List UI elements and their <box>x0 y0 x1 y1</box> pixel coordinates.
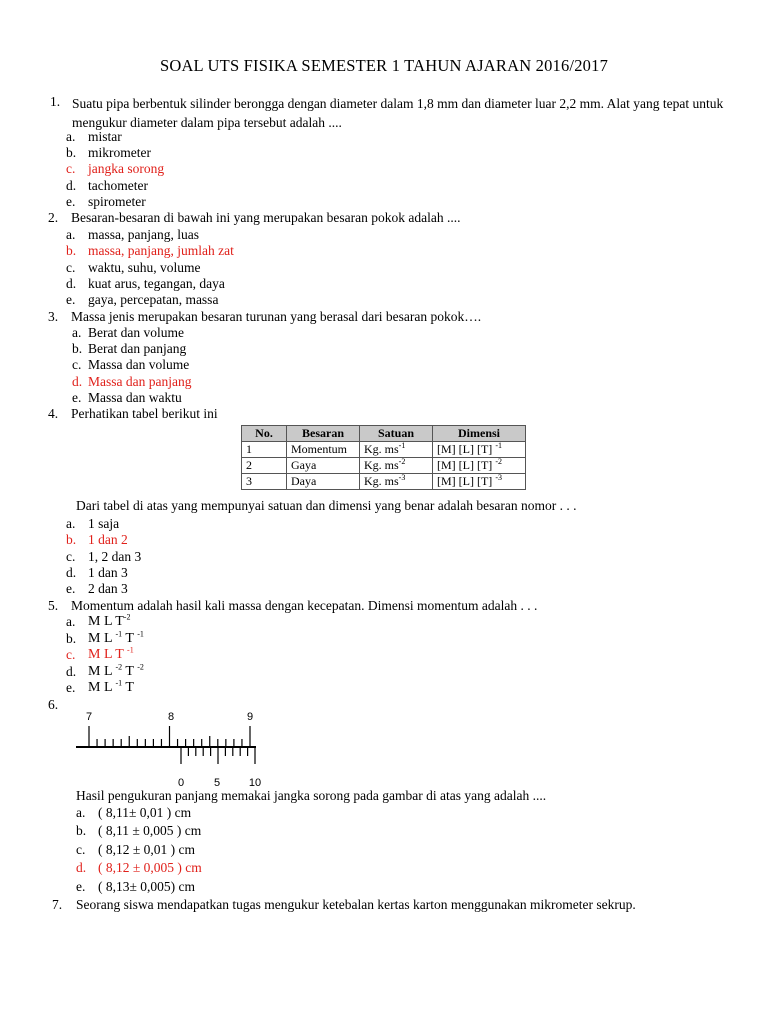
option-label: d. <box>66 276 77 291</box>
option-a <box>76 805 192 821</box>
option-e <box>66 292 219 308</box>
dimension-exponent: -1 <box>115 678 123 688</box>
option-label: c. <box>66 260 76 275</box>
option-text: Massa dan panjang <box>88 374 192 389</box>
option-b <box>72 341 187 357</box>
option-text: Berat dan volume <box>88 325 184 340</box>
option-label: e. <box>76 879 86 894</box>
option-e <box>72 390 182 406</box>
dimension-exponent: -1 <box>137 629 144 639</box>
question-number: 4. <box>48 406 59 421</box>
question-number: 6. <box>48 697 59 712</box>
unit-text: Kg. ms <box>364 474 399 488</box>
option-a <box>72 325 184 341</box>
dimension-time: T <box>125 631 134 646</box>
dimension-text: [M] [L] [T] <box>437 458 493 472</box>
main-scale-label: 7 <box>85 711 93 723</box>
table-header-row <box>242 426 526 442</box>
dimension-time: T <box>125 664 134 679</box>
data-table <box>241 425 526 490</box>
option-label: a. <box>76 805 86 820</box>
option-d <box>66 178 148 194</box>
table-cell: Daya <box>287 474 360 490</box>
dimension-text: [M] [L] [T] <box>437 442 493 456</box>
dimension-time: T <box>125 680 134 695</box>
option-label: c. <box>76 842 86 857</box>
dimension-base: M L <box>88 664 112 679</box>
option-d <box>66 662 144 680</box>
dimension-exponent: -1 <box>127 645 134 655</box>
option-e <box>66 194 146 210</box>
option-c <box>66 260 201 276</box>
dimension-exponent: -1 <box>495 441 502 450</box>
question-number: 5. <box>48 598 59 613</box>
option-label: b. <box>66 243 77 258</box>
option-text: massa, panjang, jumlah zat <box>88 243 234 258</box>
option-label: a. <box>66 516 76 531</box>
dimension-exponent: -2 <box>495 457 502 466</box>
table-cell: 2 <box>242 458 287 474</box>
table-header-cell: No. <box>242 426 287 442</box>
option-label: e. <box>66 292 76 307</box>
option-label: a. <box>66 227 76 242</box>
option-label: a. <box>72 325 82 340</box>
option-label: d. <box>76 860 87 875</box>
option-text: gaya, percepatan, massa <box>88 292 219 307</box>
vernier-scale-label: 5 <box>213 777 221 789</box>
option-c <box>72 357 190 373</box>
question-text: Seorang siswa mendapatkan tugas mengukur ketebalan kertas karton menggunakan mikrometer sekrup. <box>76 897 636 912</box>
unit-exponent: -3 <box>398 473 406 482</box>
dimension-exponent: -2 <box>137 662 144 672</box>
question-number: 3. <box>48 309 59 324</box>
option-text: 1, 2 dan 3 <box>88 549 142 564</box>
unit-text: Kg. ms <box>364 458 399 472</box>
option-text: ( 8,11 ± 0,005 ) cm <box>98 823 202 838</box>
option-label: d. <box>66 178 77 193</box>
table-header-cell: Dimensi <box>433 426 526 442</box>
option-d <box>66 565 128 581</box>
option-text: mistar <box>88 129 122 144</box>
option-label: a. <box>66 129 76 144</box>
dimension-base: M L T <box>88 647 124 662</box>
dimension-exponent: -3 <box>495 473 502 482</box>
option-label: a. <box>66 614 76 629</box>
dimension-base: M L <box>88 631 112 646</box>
page-title: SOAL UTS FISIKA SEMESTER 1 TAHUN AJARAN 2016/2017 <box>159 56 609 75</box>
table-header-cell: Satuan <box>360 426 433 442</box>
option-b <box>66 145 151 161</box>
option-text: kuat arus, tegangan, daya <box>88 276 225 291</box>
question-text-content: Suatu pipa berbentuk silinder berongga dengan diameter dalam 1,8 mm dan diameter luar 2,2 mm. Alat yang tepat untuk mengukur diameter dalam pipa tersebut adalah .... <box>72 96 724 130</box>
table-row <box>242 458 526 474</box>
unit-exponent: -2 <box>398 457 406 466</box>
vernier-scale-label: 10 <box>248 777 262 789</box>
main-scale-ticks <box>89 726 250 747</box>
question-text: Momentum adalah hasil kali massa dengan kecepatan. Dimensi momentum adalah . . . <box>71 598 538 613</box>
question-text: Besaran-besaran di bawah ini yang merupakan besaran pokok adalah .... <box>71 210 461 225</box>
table-row <box>242 474 526 490</box>
question-number: 7. <box>52 897 63 912</box>
dimension-text: [M] [L] [T] <box>437 474 493 488</box>
option-label: c. <box>66 647 76 662</box>
table-cell <box>360 458 433 474</box>
option-text <box>88 680 134 696</box>
option-text: 1 dan 2 <box>88 532 128 547</box>
question-number: 2. <box>48 210 59 225</box>
option-c-answer <box>66 161 165 177</box>
option-text: ( 8,12 ± 0,01 ) cm <box>98 842 196 857</box>
option-text <box>88 647 134 663</box>
table-cell: 1 <box>242 442 287 458</box>
option-label: e. <box>66 680 76 695</box>
vernier-scale-ticks <box>181 747 255 764</box>
unit-text: Kg. ms <box>364 442 399 456</box>
option-text <box>88 614 130 630</box>
option-text: tachometer <box>88 178 148 193</box>
option-text: jangka sorong <box>88 161 165 176</box>
question-subtext: Dari tabel di atas yang mempunyai satuan dan dimensi yang benar adalah besaran nomor . . . <box>76 498 577 513</box>
option-text: ( 8,13± 0,005) cm <box>98 879 196 894</box>
option-text: 2 dan 3 <box>88 581 128 596</box>
question-text: Hasil pengukuran panjang memakai jangka sorong pada gambar di atas yang adalah .... <box>76 788 547 803</box>
option-b <box>66 629 144 647</box>
table-cell <box>433 474 526 490</box>
vernier-caliper-diagram <box>72 704 272 790</box>
table-row <box>242 442 526 458</box>
option-a <box>66 129 122 145</box>
option-text: massa, panjang, luas <box>88 227 199 242</box>
table-cell <box>433 458 526 474</box>
dimension-base: M L <box>88 680 112 695</box>
vernier-scale-label: 0 <box>177 777 185 789</box>
question-text: Massa jenis merupakan besaran turunan yang berasal dari besaran pokok…. <box>71 309 482 324</box>
option-text <box>88 631 144 647</box>
question-text: Perhatikan tabel berikut ini <box>71 406 218 421</box>
option-text: ( 8,11± 0,01 ) cm <box>98 805 192 820</box>
option-b <box>76 823 202 839</box>
option-label: c. <box>66 549 76 564</box>
table-cell <box>433 442 526 458</box>
option-c <box>66 549 142 565</box>
option-a <box>66 227 199 243</box>
option-label: e. <box>66 194 76 209</box>
option-text: Massa dan volume <box>88 357 190 372</box>
option-text: 1 dan 3 <box>88 565 128 580</box>
option-e <box>76 879 196 895</box>
option-b-answer <box>66 532 128 548</box>
dimension-exponent: -1 <box>115 629 123 639</box>
dimension-base: M L T <box>88 614 124 629</box>
option-c-answer <box>66 645 134 663</box>
option-label: b. <box>66 532 77 547</box>
table-cell: Gaya <box>287 458 360 474</box>
option-label: b. <box>66 145 77 160</box>
dimension-exponent: -2 <box>115 662 123 672</box>
option-label: b. <box>76 823 87 838</box>
table-cell <box>360 442 433 458</box>
option-b-answer <box>66 243 234 259</box>
main-scale-label: 8 <box>167 711 175 723</box>
table-cell <box>360 474 433 490</box>
option-text: spirometer <box>88 194 146 209</box>
option-a <box>66 516 120 532</box>
option-d-answer <box>76 860 202 876</box>
main-scale-label: 9 <box>246 711 254 723</box>
option-label: d. <box>66 664 77 679</box>
option-label: b. <box>72 341 83 356</box>
option-c <box>76 842 196 858</box>
option-label: d. <box>66 565 77 580</box>
option-text: waktu, suhu, volume <box>88 260 201 275</box>
table-header-cell: Besaran <box>287 426 360 442</box>
option-text: 1 saja <box>88 516 120 531</box>
question-text <box>72 94 744 132</box>
option-e <box>66 581 128 597</box>
option-e <box>66 678 134 696</box>
option-a <box>66 612 131 630</box>
dimension-exponent: -2 <box>123 612 131 622</box>
option-label: c. <box>66 161 76 176</box>
option-text: Massa dan waktu <box>88 390 182 405</box>
option-label: b. <box>66 631 77 646</box>
table-cell: Momentum <box>287 442 360 458</box>
option-d <box>66 276 225 292</box>
option-text: ( 8,12 ± 0,005 ) cm <box>98 860 202 875</box>
option-label: e. <box>66 581 76 596</box>
option-label: e. <box>72 390 82 405</box>
option-label: c. <box>72 357 82 372</box>
option-label: d. <box>72 374 83 389</box>
option-d-answer <box>72 374 192 390</box>
question-number: 1. <box>50 94 61 109</box>
option-text: Berat dan panjang <box>88 341 187 356</box>
unit-exponent: -1 <box>398 441 406 450</box>
table-cell: 3 <box>242 474 287 490</box>
option-text: mikrometer <box>88 145 151 160</box>
